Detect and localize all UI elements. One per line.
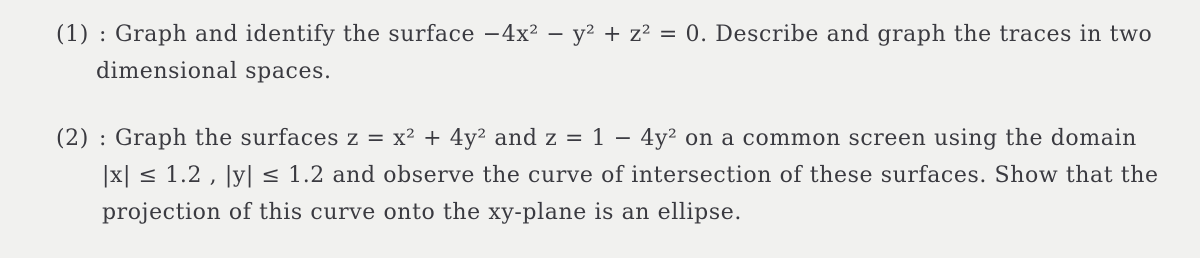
problem-2-line-1 — [56, 120, 1176, 157]
problem-2-text-line-3: projection of this curve onto the xy-plane is an ellipse. — [102, 200, 742, 225]
problem-2-text-line-2: |x| ≤ 1.2 , |y| ≤ 1.2 and observe the curve of intersection of these surfaces. Show that the — [102, 163, 1159, 188]
problem-1 — [56, 16, 1176, 90]
problem-1-text-line-1: Graph and identify the surface −4x² − y² + z² = 0. Describe and graph the traces in two — [114, 22, 1153, 47]
problem-1-separator: : — [98, 22, 107, 47]
problem-2-text-line-1: Graph the surfaces z = x² + 4y² and z = 1 − 4y² on a common screen using the domain — [114, 126, 1137, 151]
problem-2-separator: : — [98, 126, 107, 151]
problem-1-text-line-2: dimensional spaces. — [96, 59, 332, 84]
problem-1-number: (1) — [56, 22, 89, 47]
problem-2-number: (2) — [56, 126, 89, 151]
problem-1-line-1 — [56, 16, 1176, 53]
problem-2 — [56, 120, 1176, 231]
